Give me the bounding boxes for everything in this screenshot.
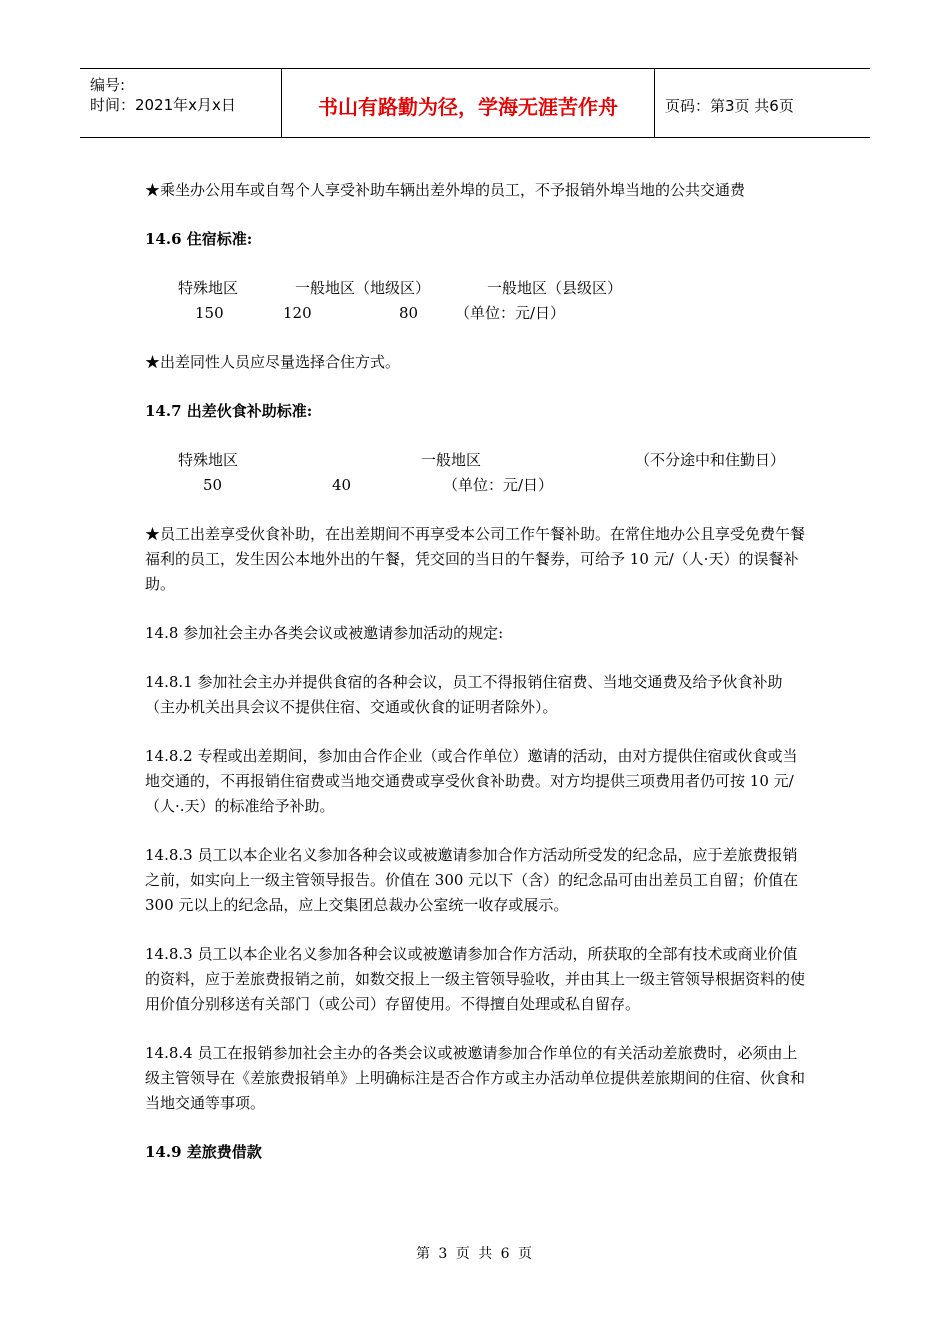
table-row <box>145 473 810 498</box>
paragraph: 14.8.3 员工以本企业名义参加各种会议或被邀请参加合作方活动，所获取的全部有技术或商业价值的资料，应于差旅费报销之前，如数交报上一级主管领导验收，并由其上一级主管领导根据资料的使用价值分别移送有关部门（或公司）存留使用。不得擅自处理或私自留存。 <box>145 945 806 1013</box>
table-cell: 一般地区 <box>421 451 482 469</box>
paragraph: 14.8.4 员工在报销参加社会主办的各类会议或被邀请参加合作单位的有关活动差旅费时，必须由上级主管领导在《差旅费报销单》上明确标注是否合作方或主办活动单位提供差旅期间的住宿、伙食和当地交通等事项。 <box>145 1044 806 1112</box>
table-cell: 一般地区（县级区） <box>487 279 623 297</box>
page-footer <box>0 1243 950 1263</box>
header-meta <box>80 69 282 137</box>
footer-page-number: 第 3 页 共 6 页 <box>415 1246 535 1262</box>
section-heading-14-6: 14.6 住宿标准: <box>145 230 253 248</box>
meal-allowance-table <box>145 448 810 498</box>
table-cell: 特殊地区 <box>178 451 239 469</box>
header-motto: 书山有路勤为径，学海无涯苦作舟 <box>282 69 655 137</box>
paragraph: 14.8 参加社会主办各类会议或被邀请参加活动的规定: <box>145 624 504 642</box>
table-row <box>145 301 810 326</box>
table-header-row <box>145 448 810 473</box>
unit-note: （单位：元/日） <box>455 304 566 322</box>
doc-number-label: 编号: <box>90 76 126 94</box>
table-cell: 120 <box>283 304 312 322</box>
table-header-row <box>145 276 810 301</box>
lodging-standard-table <box>145 276 810 326</box>
paragraph: 14.8.2 专程或出差期间，参加由合作企业（或合作单位）邀请的活动，由对方提供住宿或伙食或当地交通的，不再报销住宿费或当地交通费或享受伙食补助费。对方均提供三项费用者仍可按 10 元/（人·.天）的标准给予补助。 <box>145 747 798 815</box>
paragraph: ★出差同性人员应尽量选择合住方式。 <box>145 353 401 371</box>
table-cell: （不分途中和住勤日） <box>635 451 786 469</box>
paragraph: ★员工出差享受伙食补助，在出差期间不再享受本公司工作午餐补助。在常住地办公且享受免费午餐福利的员工，发生因公本地外出的午餐，凭交回的当日的午餐券，可给予 10 元/（人·天）的误餐补助。 <box>145 525 806 593</box>
table-cell: 50 <box>203 476 223 494</box>
table-cell: 特殊地区 <box>178 279 239 297</box>
table-cell: 80 <box>399 304 419 322</box>
table-cell: 40 <box>332 476 352 494</box>
doc-date-label: 时间：2021年x月x日 <box>90 96 236 114</box>
section-heading-14-7: 14.7 出差伙食补助标准: <box>145 402 313 420</box>
section-heading-14-9: 14.9 差旅费借款 <box>145 1143 262 1161</box>
page-header <box>80 68 870 138</box>
document-body <box>145 178 810 1189</box>
paragraph: 14.8.3 员工以本企业名义参加各种会议或被邀请参加合作方活动所受发的纪念品，应于差旅费报销之前，如实向上一级主管领导报告。价值在 300 元以下（含）的纪念品可由出差员工自留；价值在 300 元以上的纪念品，应上交集团总裁办公室统一收存或展示。 <box>145 846 799 914</box>
unit-note: （单位：元/日） <box>443 476 554 494</box>
paragraph: 14.8.1 参加社会主办并提供食宿的各种会议，员工不得报销住宿费、当地交通费及给予伙食补助（主办机关出具会议不提供住宿、交通或伙食的证明者除外）。 <box>145 673 783 716</box>
table-cell: 一般地区（地级区） <box>295 279 431 297</box>
header-page-info: 页码：第3页 共6页 <box>665 96 794 115</box>
table-cell: 150 <box>195 304 224 322</box>
paragraph: ★乘坐办公用车或自驾个人享受补助车辆出差外埠的员工，不予报销外埠当地的公共交通费 <box>145 181 746 199</box>
